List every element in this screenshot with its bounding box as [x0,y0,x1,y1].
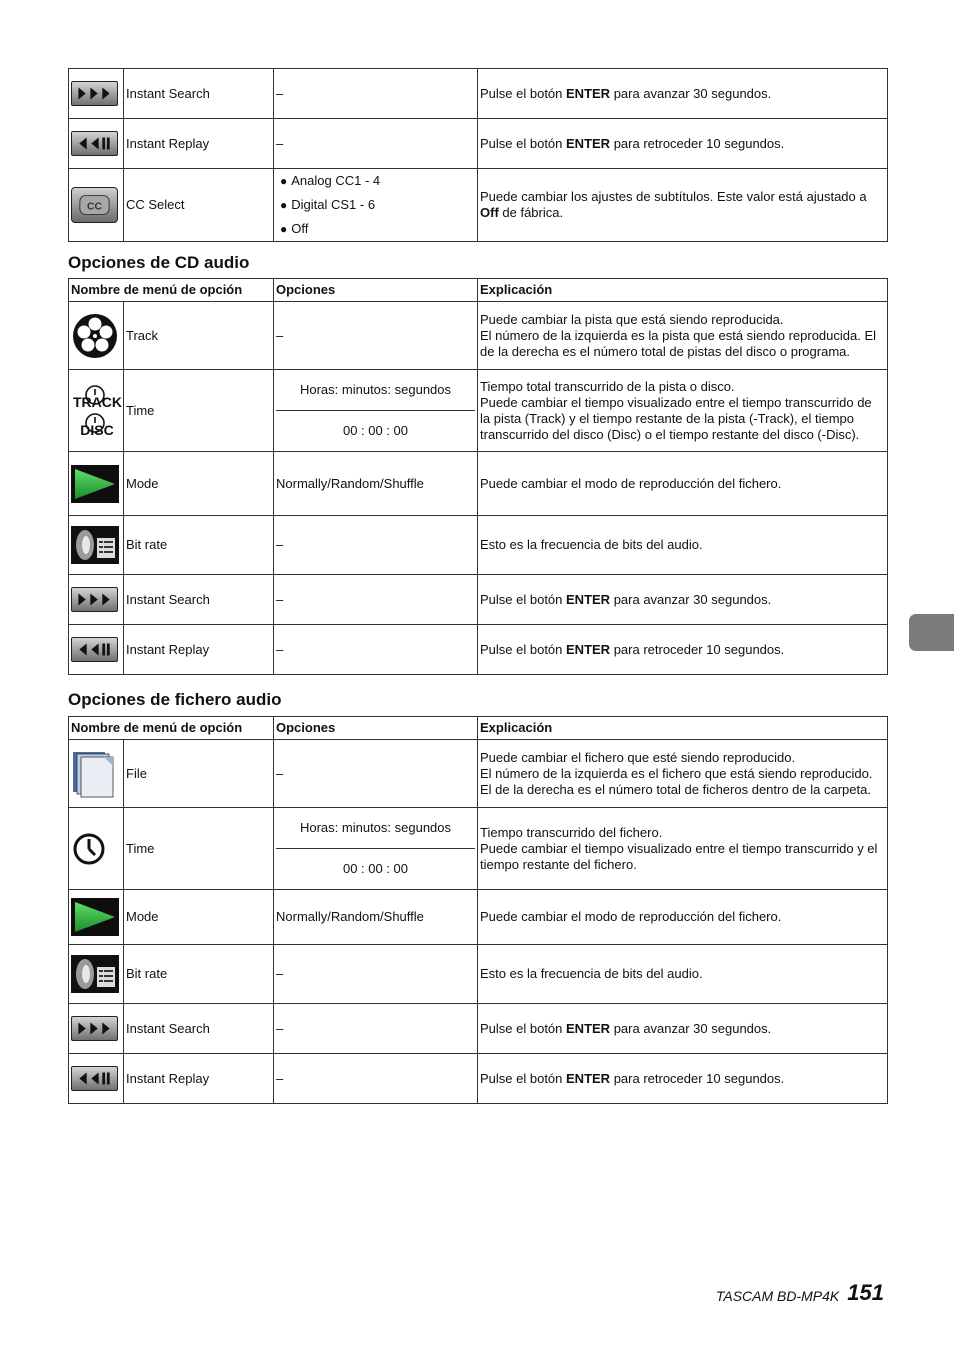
option-value: – [274,740,478,808]
icon-cell [69,1004,124,1054]
table-row [69,69,888,119]
track-disc-time-icon [71,383,124,439]
table-row [69,625,888,675]
table-row [69,808,888,890]
table-header-row [69,717,888,740]
option-explanation: Esto es la frecuencia de bits del audio. [478,516,888,575]
column-header: Opciones [274,279,478,302]
option-item: ● Digital CS1 - 6 [280,193,475,217]
page-number: 151 [847,1280,884,1305]
option-explanation: Pulse el botón ENTER para retroceder 10 segundos. [478,625,888,675]
option-value: – [274,625,478,675]
bit-rate-icon [71,955,119,993]
icon-cell [69,370,124,452]
option-item: ● Off [280,217,475,241]
svg-text:DISC: DISC [80,421,114,438]
cd-audio-options-table [68,278,888,675]
option-value: – [274,119,478,169]
section-title-cd-audio: Opciones de CD audio [68,253,250,272]
table-row [69,452,888,516]
icon-cell [69,1054,124,1104]
column-header: Explicación [478,279,888,302]
instant-search-icon [71,1016,118,1041]
option-name: Instant Replay [124,1054,274,1104]
option-value: – [274,302,478,370]
option-name: Bit rate [124,945,274,1004]
option-name: Instant Search [124,1004,274,1054]
icon-cell [69,119,124,169]
section-title-file-audio: Opciones de fichero audio [68,690,282,709]
option-values [274,808,478,890]
page-footer [716,1280,884,1306]
option-value: Normally/Random/Shuffle [274,890,478,945]
table-row [69,945,888,1004]
svg-text:TRACK: TRACK [73,393,122,410]
instant-replay-icon [71,1066,118,1091]
reel-icon [71,312,119,360]
option-explanation: Pulse el botón ENTER para avanzar 30 segundos. [478,1004,888,1054]
option-value: – [274,1004,478,1054]
icon-cell [69,516,124,575]
table-row [69,890,888,945]
table-row [69,169,888,242]
option-name: Time [124,370,274,452]
table-row [69,516,888,575]
option-values [274,370,478,452]
option-explanation: Pulse el botón ENTER para avanzar 30 segundos. [478,69,888,119]
option-name: CC Select [124,169,274,242]
option-explanation: Puede cambiar el fichero que esté siendo reproducido. El número de la izquierda es el fichero que está siendo reproducido. El de la derecha es el número total de ficheros dentro de la carpeta. [478,740,888,808]
option-value: – [274,69,478,119]
chapter-tab-marker [909,614,954,651]
icon-cell [69,302,124,370]
play-mode-icon [71,465,119,503]
table-header-row [69,279,888,302]
option-name: Instant Search [124,69,274,119]
icon-cell [69,69,124,119]
icon-cell [69,452,124,516]
option-explanation: Puede cambiar los ajustes de subtítulos. Este valor está ajustado a Off de fábrica. [478,169,888,242]
icon-cell [69,575,124,625]
file-icon [71,750,115,798]
icon-cell [69,625,124,675]
column-header: Nombre de menú de opción [69,279,274,302]
option-name: Instant Replay [124,119,274,169]
instant-search-icon [71,81,118,106]
icon-cell [69,808,124,890]
option-explanation: Esto es la frecuencia de bits del audio. [478,945,888,1004]
option-explanation: Tiempo transcurrido del fichero. Puede cambiar el tiempo visualizado entre el tiempo transcurrido y el tiempo restante del fichero. [478,808,888,890]
option-explanation: Pulse el botón ENTER para avanzar 30 segundos. [478,575,888,625]
option-value: – [274,516,478,575]
bit-rate-icon [71,526,119,564]
option-name: Instant Search [124,575,274,625]
cc-select-icon [71,187,118,223]
column-header: Explicación [478,717,888,740]
option-value: – [274,1054,478,1104]
table-row [69,740,888,808]
option-format: Horas: minutos: segundos [276,808,475,849]
table-row [69,119,888,169]
svg-text:CC: CC [87,201,102,213]
option-value: Normally/Random/Shuffle [274,452,478,516]
option-values [274,169,478,242]
table-row [69,302,888,370]
option-explanation: Pulse el botón ENTER para retroceder 10 segundos. [478,1054,888,1104]
option-name: Time [124,808,274,890]
instant-search-icon [71,587,118,612]
file-audio-options-table [68,716,888,1104]
column-header: Opciones [274,717,478,740]
column-header: Nombre de menú de opción [69,717,274,740]
table-row [69,1004,888,1054]
option-time-value: 00 : 00 : 00 [342,861,409,876]
table-row [69,1054,888,1104]
play-mode-icon [71,898,119,936]
option-name: Mode [124,452,274,516]
table-row [69,370,888,452]
option-format: Horas: minutos: segundos [276,370,475,411]
option-name: Track [124,302,274,370]
option-explanation: Pulse el botón ENTER para retroceder 10 segundos. [478,119,888,169]
option-explanation: Puede cambiar el modo de reproducción del fichero. [478,890,888,945]
option-explanation: Puede cambiar el modo de reproducción del fichero. [478,452,888,516]
icon-cell [69,169,124,242]
icon-cell [69,890,124,945]
option-name: File [124,740,274,808]
option-item: ● Analog CC1 - 4 [280,169,475,193]
option-value: – [274,575,478,625]
option-name: Instant Replay [124,625,274,675]
clock-icon [71,831,107,867]
continued-options-table [68,68,888,242]
option-name: Mode [124,890,274,945]
option-explanation: Puede cambiar la pista que está siendo reproducida. El número de la izquierda es la pista que está siendo reproducida. El de la derecha es el número total de pistas del disco o programa. [478,302,888,370]
icon-cell [69,945,124,1004]
icon-cell [69,740,124,808]
footer-model: TASCAM BD-MP4K [715,1288,840,1304]
option-time-value: 00 : 00 : 00 [342,423,409,438]
instant-replay-icon [71,637,118,662]
table-row [69,575,888,625]
option-name: Bit rate [124,516,274,575]
instant-replay-icon [71,131,118,156]
option-explanation: Tiempo total transcurrido de la pista o disco. Puede cambiar el tiempo visualizado entre el tiempo transcurrido de la pista (Track) y el tiempo restante de la pista (-Track), el tiempo transcurrido del disco (Disc) o el tiempo restante del disco (-Disc). [478,370,888,452]
option-value: – [274,945,478,1004]
